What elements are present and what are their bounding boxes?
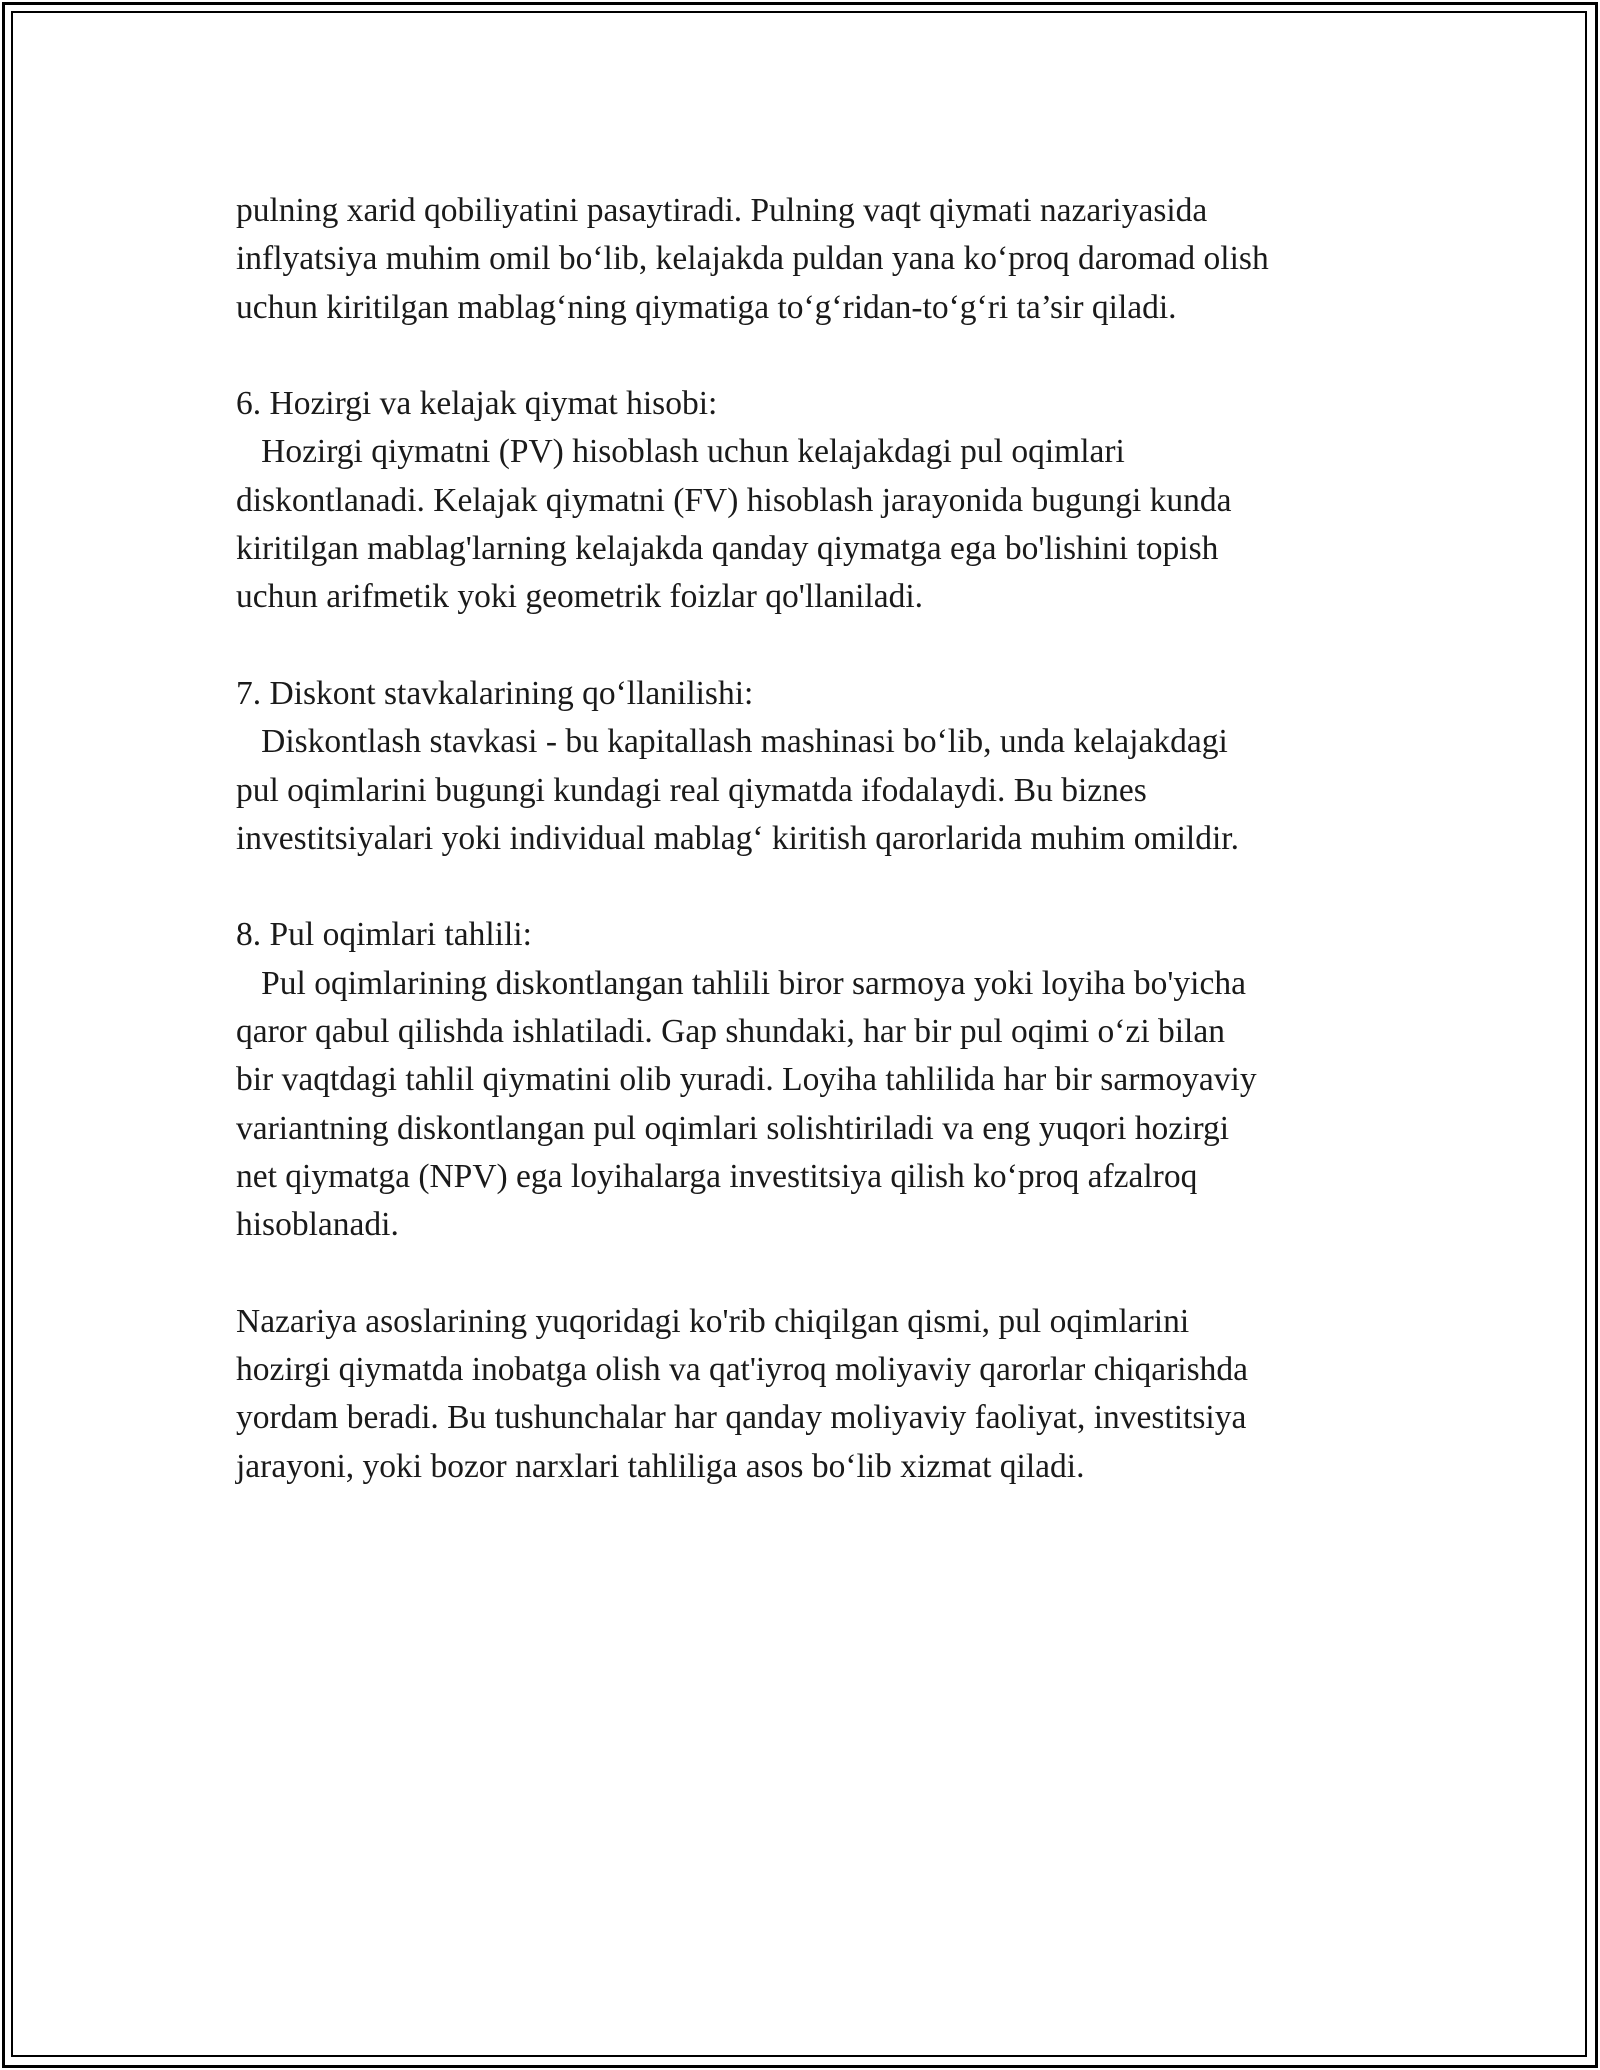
text-line: variantning diskontlangan pul oqimlari solishtiriladi va eng yuqori hozirgi	[236, 1109, 1230, 1147]
section-8	[236, 911, 1436, 1249]
section-heading: 8. Pul oqimlari tahlili:	[236, 916, 532, 954]
section-6	[236, 380, 1436, 621]
text-line: net qiymatga (NPV) ega loyihalarga investitsiya qilish ko‘proq afzalroq	[236, 1157, 1198, 1195]
text-line: diskontlanadi. Kelajak qiymatni (FV) hisoblash jarayonida bugungi kunda	[236, 481, 1232, 519]
conclusion-paragraph	[236, 1298, 1436, 1491]
text-line: kiritilgan mablag'larning kelajakda qanday qiymatga ega bo'lishini topish	[236, 530, 1219, 568]
text-line: Hozirgi qiymatni (PV) hisoblash uchun kelajakdagi pul oqimlari	[236, 433, 1125, 471]
text-line: pul oqimlarini bugungi kundagi real qiymatda ifodalaydi. Bu biznes	[236, 771, 1147, 809]
text-line: yordam beradi. Bu tushunchalar har qanday moliyaviy faoliyat, investitsiya	[236, 1399, 1247, 1437]
text-line: uchun kiritilgan mablag‘ning qiymatiga to‘g‘ridan-to‘g‘ri ta’sir qiladi.	[236, 288, 1177, 326]
text-line: Pul oqimlarining diskontlangan tahlili biror sarmoya yoki loyiha bo'yicha	[236, 964, 1246, 1002]
text-line: jarayoni, yoki bozor narxlari tahliliga asos bo‘lib xizmat qiladi.	[236, 1447, 1085, 1485]
section-heading: 7. Diskont stavkalarining qo‘llanilishi:	[236, 674, 754, 712]
paragraph-gap	[236, 863, 1436, 911]
text-line: hisoblanadi.	[236, 1206, 399, 1244]
intro-paragraph	[236, 187, 1436, 332]
text-line: pulning xarid qobiliyatini pasaytiradi. Pulning vaqt qiymati nazariyasida	[236, 192, 1208, 229]
paragraph-gap	[236, 622, 1436, 670]
document-body	[236, 187, 1436, 1491]
paragraph-gap	[236, 332, 1436, 380]
section-7	[236, 670, 1436, 863]
text-line: investitsiyalari yoki individual mablag‘ kiritish qarorlarida muhim omildir.	[236, 819, 1239, 857]
text-line: uchun arifmetik yoki geometrik foizlar qo'llaniladi.	[236, 578, 923, 616]
section-heading: 6. Hozirgi va kelajak qiymat hisobi:	[236, 385, 718, 423]
text-line: qaror qabul qilishda ishlatiladi. Gap shundaki, har bir pul oqimi o‘zi bilan	[236, 1013, 1225, 1051]
text-line: inflyatsiya muhim omil bo‘lib, kelajakda puldan yana ko‘proq daromad olish	[236, 240, 1269, 278]
text-line: hozirgi qiymatda inobatga olish va qat'iyroq moliyaviy qarorlar chiqarishda	[236, 1351, 1249, 1389]
text-line: Diskontlash stavkasi - bu kapitallash mashinasi bo‘lib, unda kelajakdagi	[236, 723, 1228, 761]
text-line: bir vaqtdagi tahlil qiymatini olib yuradi. Loyiha tahlilida har bir sarmoyaviy	[236, 1061, 1257, 1099]
paragraph-gap	[236, 1250, 1436, 1298]
text-line: Nazariya asoslarining yuqoridagi ko'rib chiqilgan qismi, pul oqimlarini	[236, 1302, 1190, 1340]
